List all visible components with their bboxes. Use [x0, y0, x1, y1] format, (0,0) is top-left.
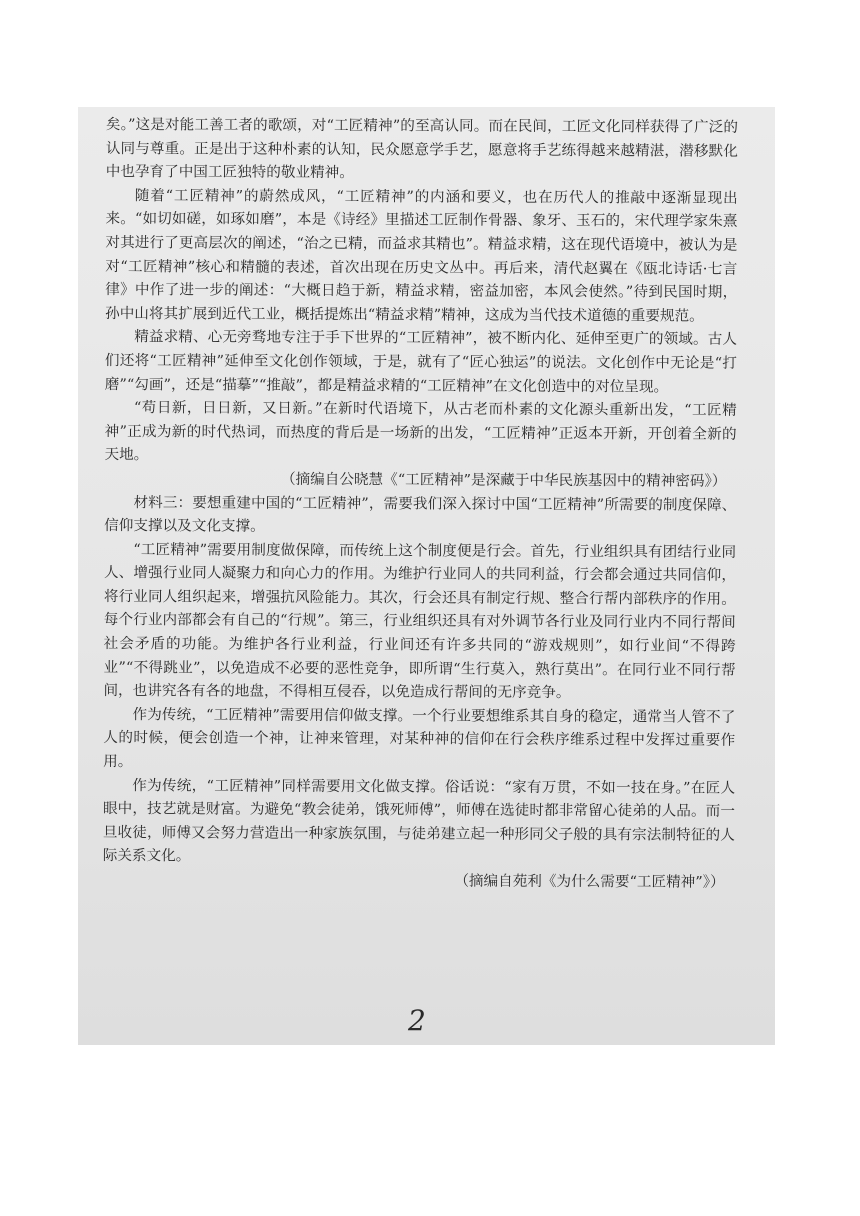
paragraph-1: 矣。”这是对能工善工者的歌颂，对“工匠精神”的至高认同。而在民间，工匠文化同样获得了广泛的认同与尊重。正是出于这种朴素的认知，民众愿意学手艺，愿意将手艺练得越来越精湛，潜移默化中也孕育了中国工匠独特的敬业精神。: [105, 115, 738, 182]
document-photo: [78, 107, 775, 1045]
paragraph-5: 材料三：要想重建中国的“工匠精神”，需要我们深入探讨中国“工匠精神”所需要的制度保障、信仰支撑以及文化支撑。: [104, 493, 737, 535]
paragraph-4: “苟日新，日日新，又日新。”在新时代语境下，从古老而朴素的文化源头重新出发，“工匠精神”正成为新的时代热词，而热度的背后是一场新的出发，“工匠精神”正返本开新，开创着全新的天地。: [104, 399, 737, 464]
paragraph-2: 随着“工匠精神”的蔚然成风，“工匠精神”的内涵和要义，也在历代人的推敲中逐渐显现出来。“如切如磋，如琢如磨”，本是《诗经》里描述工匠制作骨器、象牙、玉石的，宋代理学家朱熹对其进行了更高层次的阐述，“治之已精，而益求其精也”。精益求精，这在现代语境中，被认为是对“工匠精神”核心和精髓的表述，首次出现在历史文丛中。再后来，清代赵翼在《瓯北诗话·七言律》中作了进一步的阐述：“大概日趋于新，精益求精，密益加密，本风会使然。”待到民国时期，孙中山将其扩展到近代工业，概括提炼出“精益求精”精神，这成为当代技术道德的重要规范。: [105, 186, 738, 325]
paragraph-8: 作为传统，“工匠精神”同样需要用文化做支撑。俗话说：“家有万贯，不如一技在身。”在匠人眼中，技艺就是财富。为避免“教会徒弟，饿死师傅”，师傅在选徒时都非常留心徒弟的人品。而一旦收徒，师傅又会努力营造出一种家族氛围，与徒弟建立起一种形同父子般的具有宗法制特征的人际关系文化。: [102, 776, 736, 865]
paragraph-6: “工匠精神”需要用制度做保障，而传统上这个制度便是行会。首先，行业组织具有团结行业同人、增强行业同人凝聚力和向心力的作用。为维护行业同人的共同利益，行会都会通过共同信仰，将行业同人组织起来，增强抗风险能力。其次，行会还具有制定行规、整合行帮内部秩序的作用。每个行业内部都会有自己的“行规”。第三，行业组织还具有对外调节各行业及同行业内不同行帮间社会矛盾的功能。为维护各行业利益，行业间还有许多共同的“游戏规则”，如行业间“不得跨业”“不得跳业”，以免造成不必要的恶性竞争，即所谓“生行莫入，熟行莫出”。在同行业不同行帮间，也讲究各有各的地盘，不得相互侵吞，以免造成行帮间的无序竞争。: [103, 540, 737, 702]
citation-1: （摘编自公晓慧《“工匠精神”是深藏于中华民族基因中的精神密码》）: [280, 470, 727, 490]
paragraph-7: 作为传统，“工匠精神”需要用信仰做支撑。一个行业要想维系其自身的稳定，通常当人管不了人的时候，便会创造一个神，让神来管理，对某种神的信仰在行会秩序维系过程中发挥过重要作用。: [103, 705, 736, 771]
page-number: 2: [408, 1004, 426, 1037]
paragraph-3: 精益求精、心无旁骛地专注于手下世界的“工匠精神”，被不断内化、延伸至更广的领域。古人们还将“工匠精神”延伸至文化创作领域，于是，就有了“匠心独运”的说法。文化创作中无论是“打磨”“勾画”，还是“描摹”“推敲”，都是精益求精的“工匠精神”在文化创造中的对位呈现。: [104, 328, 738, 395]
citation-2: （摘编自苑利《为什么需要“工匠精神”》）: [454, 872, 725, 891]
document-body: [103, 113, 738, 894]
